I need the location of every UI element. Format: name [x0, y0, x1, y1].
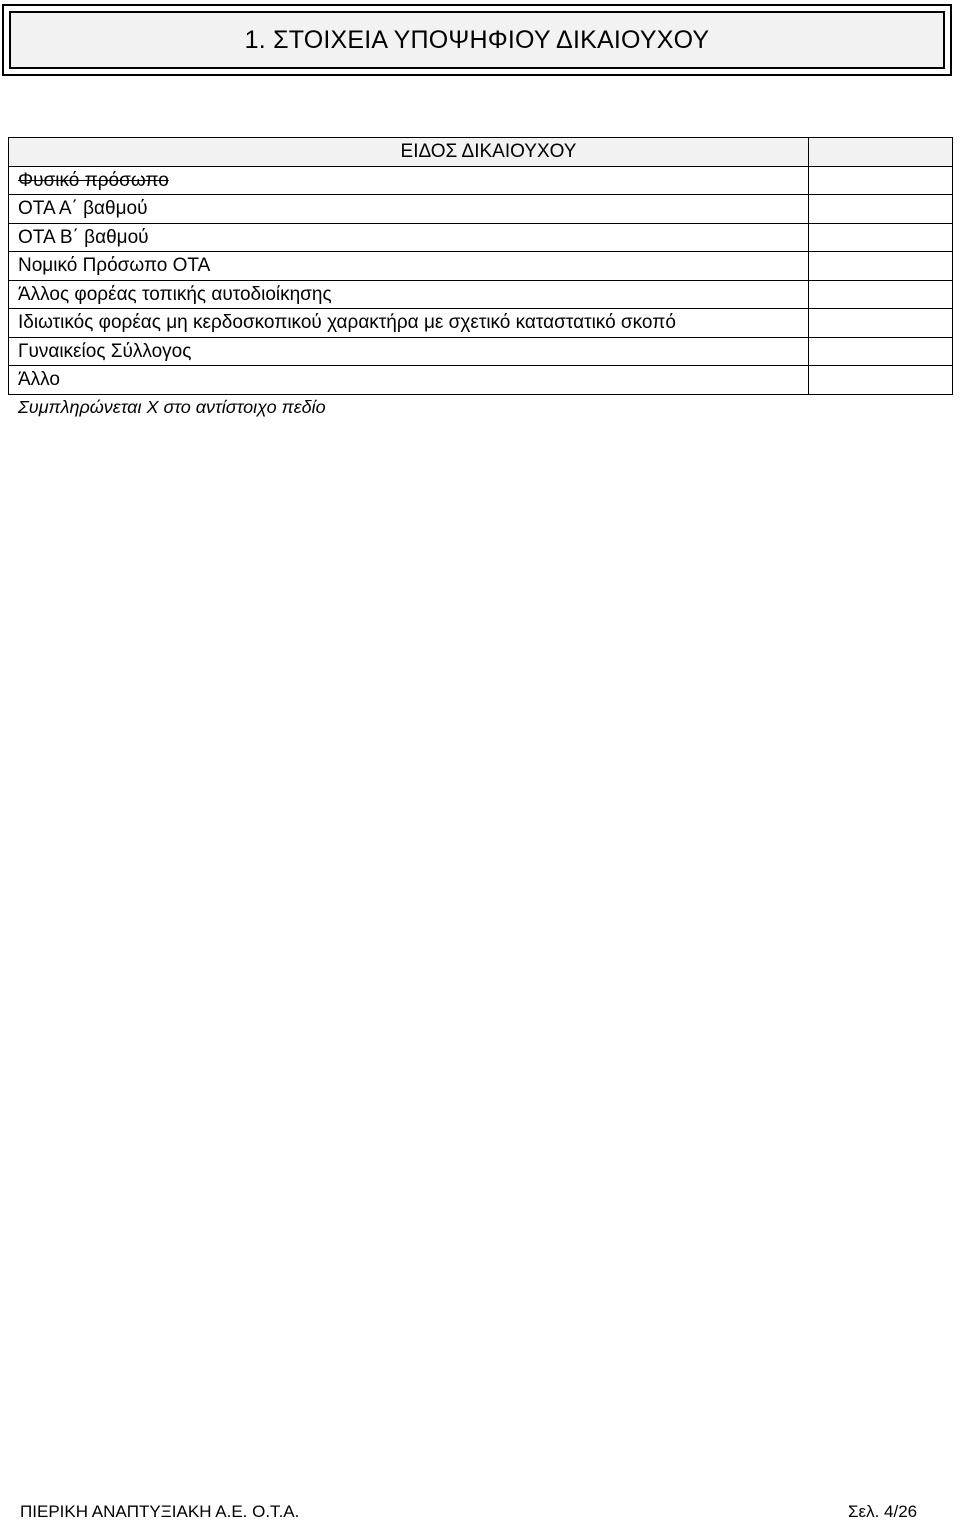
row-mark-cell[interactable]	[809, 280, 953, 309]
section-title-box	[2, 4, 952, 76]
table-row	[9, 166, 953, 195]
table-row	[9, 252, 953, 281]
row-label: ΟΤΑ Α΄ βαθμού	[9, 195, 809, 224]
table-row	[9, 366, 953, 395]
table-header-row	[9, 138, 953, 167]
row-label-text: Φυσικό πρόσωπο	[18, 169, 169, 191]
table-header-label: ΕΙΔΟΣ ΔΙΚΑΙΟΥΧΟΥ	[9, 138, 809, 167]
table-row	[9, 280, 953, 309]
entity-type-table	[8, 137, 953, 395]
row-mark-cell[interactable]	[809, 252, 953, 281]
row-label: Νομικό Πρόσωπο ΟΤΑ	[9, 252, 809, 281]
table-row	[9, 223, 953, 252]
section-title-inner	[9, 11, 945, 69]
row-mark-cell[interactable]	[809, 195, 953, 224]
row-label: Γυναικείος Σύλλογος	[9, 337, 809, 366]
row-label: Ιδιωτικός φορέας μη κερδοσκοπικού χαρακτήρα με σχετικό καταστατικό σκοπό	[9, 309, 809, 338]
row-label	[9, 166, 809, 195]
table-row	[9, 309, 953, 338]
row-mark-cell[interactable]	[809, 366, 953, 395]
row-mark-cell[interactable]	[809, 166, 953, 195]
footer-organization: ΠΙΕΡΙΚΗ ΑΝΑΠΤΥΞΙΑΚΗ Α.Ε. Ο.Τ.Α.	[20, 1502, 300, 1521]
row-label: ΟΤΑ Β΄ βαθμού	[9, 223, 809, 252]
footer-page-number: Σελ. 4/26	[848, 1502, 918, 1521]
row-mark-cell[interactable]	[809, 337, 953, 366]
section-title: 1. ΣΤΟΙΧΕΙΑ ΥΠΟΨΗΦΙΟΥ ΔΙΚΑΙΟΥΧΟΥ	[244, 25, 710, 54]
table-row	[9, 195, 953, 224]
row-label: Άλλο	[9, 366, 809, 395]
fill-instruction-note: Συμπληρώνεται Χ στο αντίστοιχο πεδίο	[18, 397, 326, 417]
row-label: Άλλος φορέας τοπικής αυτοδιοίκησης	[9, 280, 809, 309]
row-mark-cell[interactable]	[809, 309, 953, 338]
row-mark-cell[interactable]	[809, 223, 953, 252]
table-row	[9, 337, 953, 366]
table-header-mark-cell	[809, 138, 953, 167]
